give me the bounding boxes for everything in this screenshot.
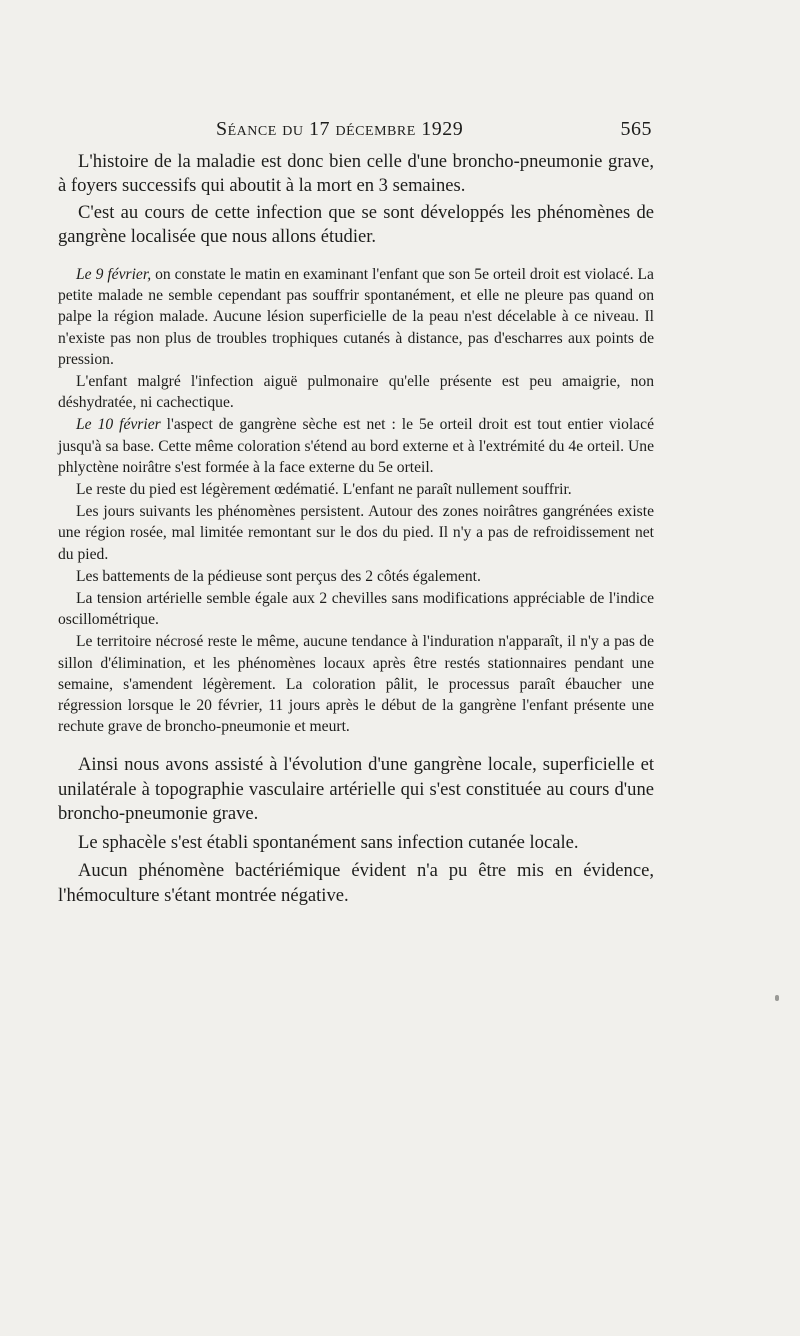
running-header [58,118,654,150]
case-text: on constate le matin en examinant l'enfant que son 5e orteil droit est violacé. La petite malade ne semble cependant pas souffrir spontanément, et elle ne pleure pas quand on palpe la région malade. Aucune lésion superficielle de la peau n'est décelable à ce niveau. Il n'existe pas non plus de troubles trophiques cutanés à distance, pas d'escharres aux points de pression. [58,266,654,368]
case-text: Le reste du pied est légèrement œdématié. L'enfant ne paraît nullement souffrir. [76,481,572,499]
case-paragraph [58,264,654,370]
conclusion-section [58,753,654,908]
paper-speck [775,995,779,1001]
session-year: 1929 [421,118,464,140]
title-prefix: Séance du [216,118,304,140]
case-notes [58,264,654,737]
case-date: Le 10 février [76,416,161,434]
case-date: Le 9 février, [76,266,152,283]
paragraph: Aucun phénomène bactériémique évident n'a pu être mis en évidence, l'hémoculture s'étant montrée négative. [58,860,654,906]
case-paragraph [58,566,654,587]
page-number: 565 [620,118,652,140]
paragraph: L'histoire de la maladie est donc bien celle d'une broncho-pneumonie grave, à foyers successifs qui aboutit à la mort en 3 semaines. [58,151,654,196]
paragraph: Ainsi nous avons assisté à l'évolution d'une gangrène locale, superficielle et unilatérale à topographie vasculaire artérielle qui s'est constituée au cours d'une broncho-pneumonie grave. [58,754,654,825]
case-text: La tension artérielle semble égale aux 2 chevilles sans modifications appréciable de l'indice oscillométrique. [58,590,654,629]
session-day: 17 [309,118,331,140]
case-paragraph [58,588,654,630]
case-paragraph [58,631,654,737]
paragraph: Le sphacèle s'est établi spontanément sans infection cutanée locale. [78,831,579,853]
intro-section [58,150,654,248]
case-text: l'aspect de gangrène sèche est net : le 5e orteil droit est tout entier violacé jusqu'à sa base. Cette même coloration s'étend au bord externe et à l'extrémité du 4e orteil. Une phlyctène noirâtre s'est formée à la face externe du 5e orteil. [58,416,654,476]
case-text: Le territoire nécrosé reste le même, aucune tendance à l'induration n'apparaît, il n'y a pas de sillon d'élimination, et les phénomènes locaux après être restés stationnaires pendant une semaine, s'amendent légèrement. La coloration pâlit, le processus paraît ébaucher une régression lorsque le 20 février, 11 jours après le début de la gangrène l'enfant présente une rechute grave de broncho-pneumonie et meurt. [58,633,654,736]
case-text: Les battements de la pédieuse sont perçus des 2 côtés également. [76,567,481,585]
case-paragraph [58,414,654,478]
case-paragraph [58,371,654,413]
book-page [58,118,654,912]
case-paragraph [58,501,654,565]
case-paragraph [58,479,654,500]
case-text: L'enfant malgré l'infection aiguë pulmonaire qu'elle présente est peu amaigrie, non déshydratée, ni cachectique. [58,373,654,412]
running-title [216,118,463,141]
case-text: Les jours suivants les phénomènes persistent. Autour des zones noirâtres gangrénées existe une région rosée, mal limitée remontant sur le dos du pied. Il n'y a pas de refroidissement net du pied. [58,503,654,563]
paragraph: C'est au cours de cette infection que se sont développés les phénomènes de gangrène localisée que nous allons étudier. [58,202,654,247]
session-month: décembre [335,118,416,140]
